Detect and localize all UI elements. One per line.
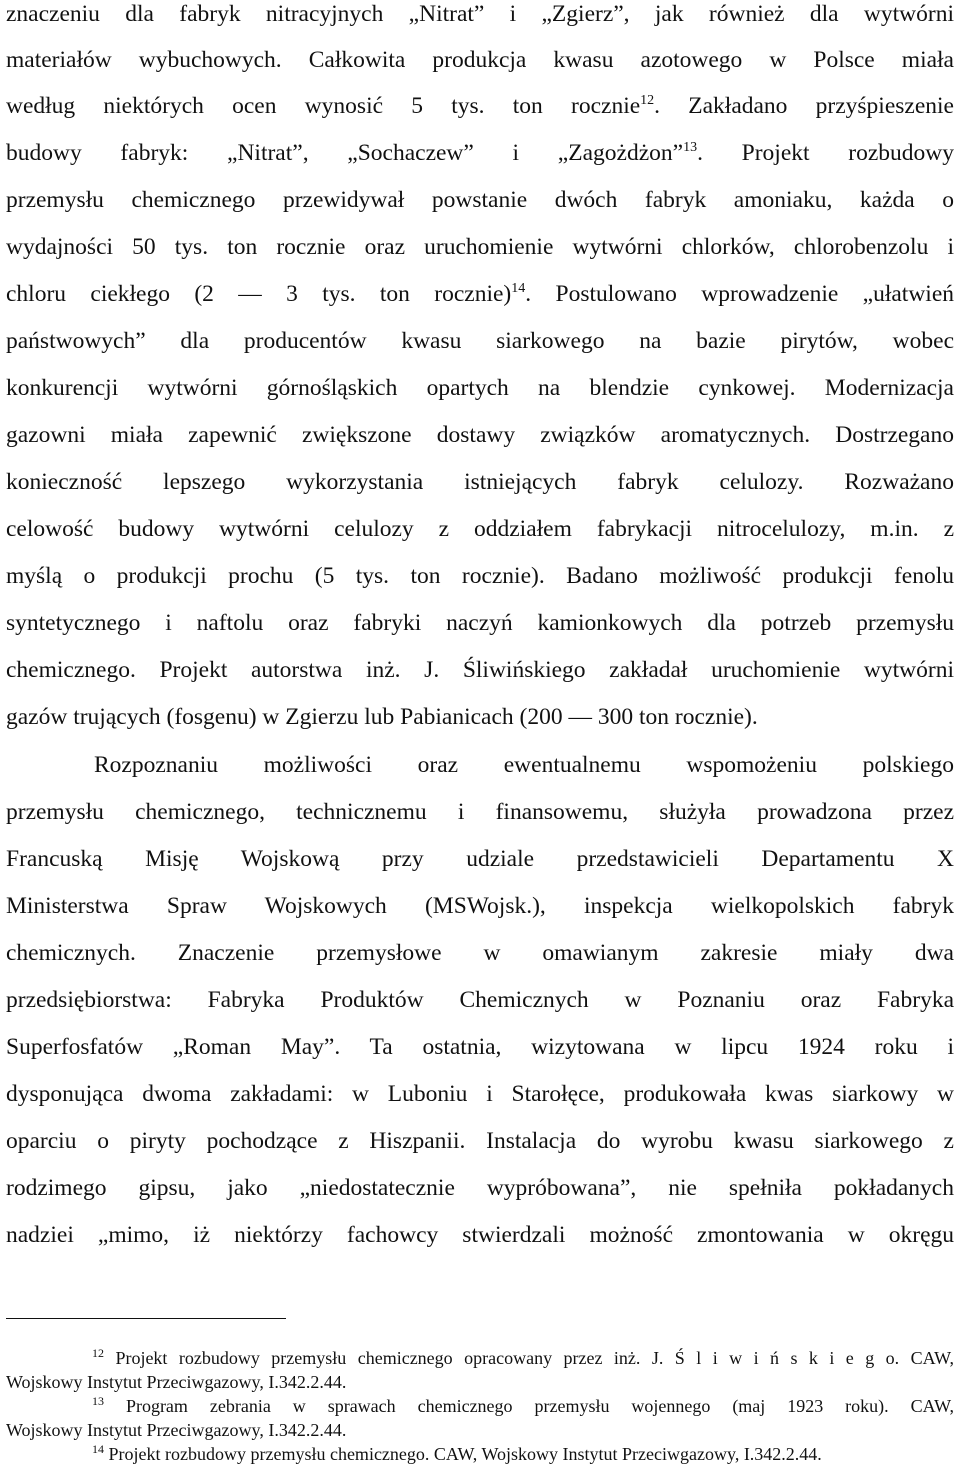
- text-line: [6, 274, 954, 314]
- text-segment: chloru ciekłego (2 — 3 tys. ton rocznie): [6, 281, 512, 307]
- footnote-12: [92, 1346, 954, 1370]
- text-line: syntetycznego i naftolu oraz fabryki naczyń kamionkowych dla potrzeb przemysłu: [6, 610, 954, 636]
- footnote-13-continued: Wojskowy Instytut Przeciwgazowy, I.342.2.44.: [6, 1420, 347, 1440]
- paragraph-first-line: Rozpoznaniu możliwości oraz ewentualnemu wspomożeniu polskiego: [94, 752, 954, 778]
- footnote-text: Program zebrania w sprawach chemicznego przemysłu wojennego (maj 1923 roku). CAW,: [104, 1396, 954, 1416]
- text-line: chemicznych. Znaczenie przemysłowe w omawianym zakresie miały dwa: [6, 940, 954, 966]
- text-line: dysponująca dwoma zakładami: w Luboniu i Starołęce, produkowała kwas siarkowy w: [6, 1081, 954, 1107]
- text-line: przemysłu chemicznego, technicznemu i finansowemu, służyła prowadzona przez: [6, 799, 954, 825]
- text-segment: . Zakładano przyśpieszenie: [654, 93, 954, 119]
- footnote-number: 13: [92, 1394, 104, 1408]
- text-line: materiałów wybuchowych. Całkowita produkcja kwasu azotowego w Polsce miała: [6, 47, 954, 73]
- footnote-14: [92, 1442, 954, 1466]
- text-line: państwowych” dla producentów kwasu siarkowego na bazie pirytów, wobec: [6, 328, 954, 354]
- text-line: przemysłu chemicznego przewidywał powstanie dwóch fabryk amoniaku, każda o: [6, 187, 954, 213]
- footnote-ref-14: 14: [511, 281, 526, 296]
- text-segment: według niektórych ocen wynosić 5 tys. ton rocznie: [6, 93, 641, 119]
- text-line: znaczeniu dla fabryk nitracyjnych „Nitrat” i „Zgierz”, jak również dla wytwórni: [6, 1, 954, 27]
- text-segment: . Projekt rozbudowy: [697, 140, 954, 166]
- text-line: chemicznego. Projekt autorstwa inż. J. Śliwińskiego zakładał uruchomienie wytwórni: [6, 657, 954, 683]
- text-line: nadziei „mimo, iż niektórzy fachowcy stwierdzali możność zmontowania w okręgu: [6, 1222, 954, 1248]
- text-line: [6, 86, 954, 126]
- footnote-13: [92, 1394, 954, 1418]
- footnote-number: 12: [92, 1346, 104, 1360]
- footnote-number: 14: [92, 1442, 104, 1456]
- text-line: Ministerstwa Spraw Wojskowych (MSWojsk.), inspekcja wielkopolskich fabryk: [6, 893, 954, 919]
- footnote-text: Projekt rozbudowy przemysłu chemicznego. CAW, Wojskowy Instytut Przeciwgazowy, I.342.2.44.: [104, 1444, 822, 1464]
- text-segment: . Postulowano wprowadzenie „ułatwień: [525, 281, 955, 307]
- text-line: myślą o produkcji prochu (5 tys. ton rocznie). Badano możliwość produkcji fenolu: [6, 563, 954, 589]
- footnote-separator: [6, 1318, 286, 1319]
- text-line: [6, 133, 954, 173]
- text-line: gazów trujących (fosgenu) w Zgierzu lub Pabianicach (200 — 300 ton rocznie).: [6, 704, 758, 730]
- text-line: Superfosfatów „Roman May”. Ta ostatnia, wizytowana w lipcu 1924 roku i: [6, 1034, 954, 1060]
- text-line: konkurencji wytwórni górnośląskich opartych na blendzie cynkowej. Modernizacja: [6, 375, 954, 401]
- text-segment: budowy fabryk: „Nitrat”, „Sochaczew” i „Zagożdżon”: [6, 140, 684, 166]
- text-line: gazowni miała zapewnić zwiększone dostawy związków aromatycznych. Dostrzegano: [6, 422, 954, 448]
- text-line: przedsiębiorstwa: Fabryka Produktów Chemicznych w Poznaniu oraz Fabryka: [6, 987, 954, 1013]
- footnote-ref-12: 12: [640, 93, 655, 108]
- text-line: oparciu o piryty pochodzące z Hiszpanii. Instalacja do wyrobu kwasu siarkowego z: [6, 1128, 954, 1154]
- text-line: rodzimego gipsu, jako „niedostatecznie wypróbowana”, nie spełniła pokładanych: [6, 1175, 954, 1201]
- text-line: Francuską Misję Wojskową przy udziale przedstawicieli Departamentu X: [6, 846, 954, 872]
- text-line: celowość budowy wytwórni celulozy z oddziałem fabrykacji nitrocelulozy, m.in. z: [6, 516, 954, 542]
- text-line: konieczność lepszego wykorzystania istniejących fabryk celulozy. Rozważano: [6, 469, 954, 495]
- footnote-12-continued: Wojskowy Instytut Przeciwgazowy, I.342.2.44.: [6, 1372, 347, 1392]
- footnote-ref-13: 13: [683, 140, 698, 155]
- text-line: wydajności 50 tys. ton rocznie oraz uruchomienie wytwórni chlorków, chlorobenzolu i: [6, 234, 954, 260]
- footnote-text: Projekt rozbudowy przemysłu chemicznego opracowany przez inż. J. Ś l i w i ń s k i e g o. CAW,: [104, 1348, 954, 1368]
